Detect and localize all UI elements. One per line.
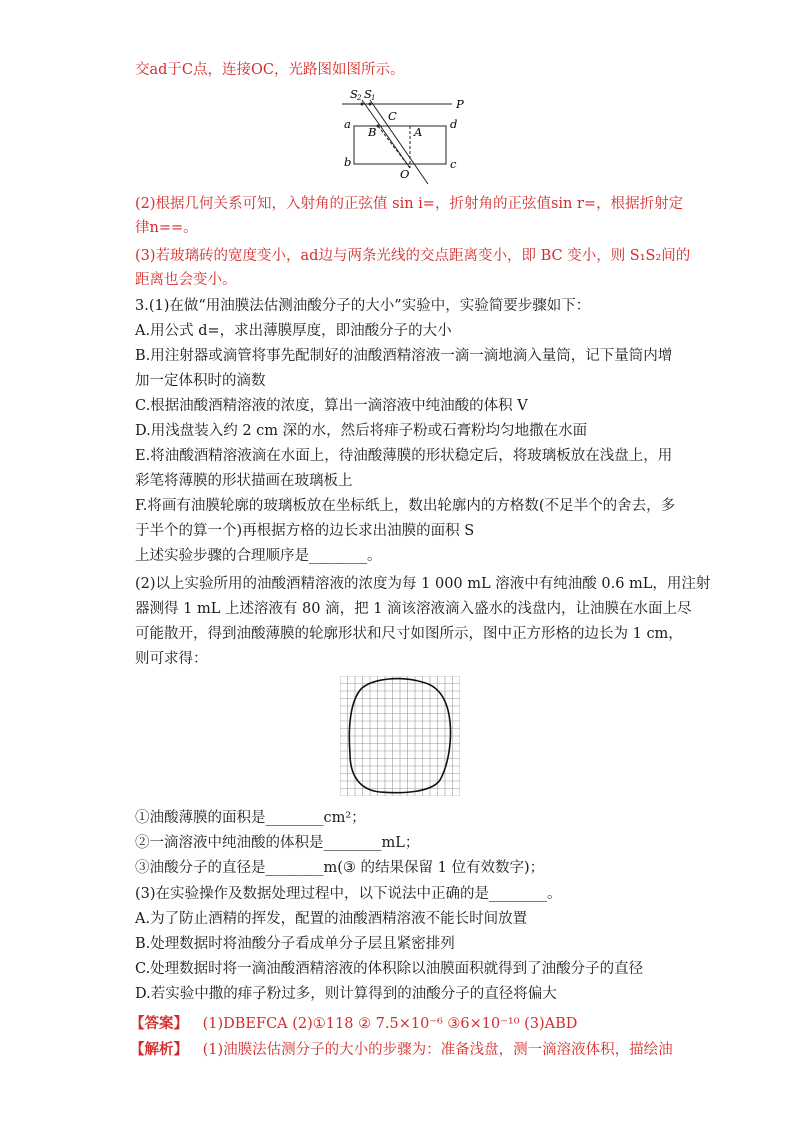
- label-c: c: [450, 157, 457, 171]
- option-c: C.处理数据时将一滴油酸酒精溶液的体积除以油膜面积就得到了油酸分子的直径: [135, 961, 644, 977]
- label-p: P: [456, 97, 464, 111]
- p3-question: (3)在实验操作及数据处理过程中，以下说法中正确的是________。: [135, 886, 562, 902]
- label-s1: S: [364, 88, 372, 101]
- q3-line2: 距离也会变小。: [135, 272, 237, 288]
- order-question: 上述实验步骤的合理顺序是________。: [135, 548, 382, 564]
- sub-question-3: ③油酸分子的直径是________m(③ 的结果保留 1 位有效数字)；: [135, 860, 545, 876]
- step-e-2: 彩笔将薄膜的形状描画在玻璃板上: [135, 473, 353, 489]
- label-s2-sub: 2: [357, 94, 362, 102]
- analysis-line: [130, 1040, 673, 1060]
- step-d: D.用浅盘装入约 2 cm 深的水，然后将痱子粉或石膏粉均匀地撒在水面: [135, 423, 588, 439]
- oil-film-grid-figure: [340, 676, 460, 796]
- label-A: A: [414, 125, 423, 139]
- step-c: C.根据油酸酒精溶液的浓度，算出一滴溶液中纯油酸的体积 V: [135, 398, 528, 414]
- light-path-figure: [340, 88, 480, 188]
- p2-line2: 器测得 1 mL 上述溶液有 80 滴，把 1 滴该溶液滴入盛水的浅盘内，让油膜在水面上尽: [135, 601, 692, 617]
- label-O: O: [400, 167, 410, 181]
- q3-line1: (3)若玻璃砖的宽度变小，ad边与两条光线的交点距离变小，即 BC 变小，则 S₁S₂间的: [135, 248, 691, 264]
- answer-line: [130, 1014, 577, 1034]
- label-B: B: [368, 125, 377, 139]
- answer-tag: 【答案】: [130, 1015, 188, 1032]
- label-s2: S: [350, 88, 358, 101]
- sub-question-1: ①油酸薄膜的面积是________cm²；: [135, 810, 366, 826]
- option-a: A.为了防止酒精的挥发，配置的油酸酒精溶液不能长时间放置: [135, 911, 528, 927]
- label-b: b: [344, 155, 352, 169]
- answer-text: (1)DBEFCA (2)①118 ② 7.5×10⁻⁶ ③6×10⁻¹⁰ (3)ABD: [202, 1016, 578, 1032]
- p2-line3: 可能散开，得到油酸薄膜的轮廓形状和尺寸如图所示，图中正方形格的边长为 1 cm，: [135, 626, 683, 642]
- intro-line: 交ad于C点，连接OC，光路图如图所示。: [135, 62, 405, 78]
- label-a: a: [344, 117, 351, 131]
- option-d: D.若实验中撒的痱子粉过多，则计算得到的油酸分子的直径将偏大: [135, 986, 557, 1002]
- q2-line2: 律n==。: [135, 220, 198, 236]
- option-b: B.处理数据时将油酸分子看成单分子层且紧密排列: [135, 936, 455, 952]
- step-a: A.用公式 d=，求出薄膜厚度，即油酸分子的大小: [135, 323, 452, 339]
- analysis-text: (1)油膜法估测分子的大小的步骤为：准备浅盘，测一滴溶液体积，描绘油: [202, 1042, 673, 1058]
- step-f-1: F.将画有油膜轮廓的玻璃板放在坐标纸上，数出轮廓内的方格数(不足半个的舍去，多: [135, 498, 676, 514]
- p2-line1: (2)以上实验所用的油酸酒精溶液的浓度为每 1 000 mL 溶液中有纯油酸 0.6 mL，用注射: [135, 576, 711, 592]
- p2-line4: 则可求得：: [135, 651, 208, 667]
- step-b-1: B.用注射器或滴管将事先配制好的油酸酒精溶液一滴一滴地滴入量筒，记下量筒内增: [135, 348, 673, 364]
- step-b-2: 加一定体积时的滴数: [135, 373, 266, 389]
- problem3-intro: 3.(1)在做“用油膜法估测油酸分子的大小”实验中，实验简要步骤如下：: [135, 298, 591, 314]
- step-f-2: 于半个的算一个)再根据方格的边长求出油膜的面积 S: [135, 523, 475, 539]
- label-d: d: [450, 117, 458, 131]
- q2-line1: (2)根据几何关系可知，入射角的正弦值 sin i=，折射角的正弦值sin r=，根据折射定: [135, 196, 684, 212]
- analysis-tag: 【解析】: [130, 1041, 188, 1058]
- label-C: C: [388, 109, 397, 123]
- step-e-1: E.将油酸酒精溶液滴在水面上，待油酸薄膜的形状稳定后，将玻璃板放在浅盘上，用: [135, 448, 673, 464]
- label-s1-sub: 1: [371, 94, 376, 102]
- sub-question-2: ②一滴溶液中纯油酸的体积是________mL；: [135, 835, 420, 851]
